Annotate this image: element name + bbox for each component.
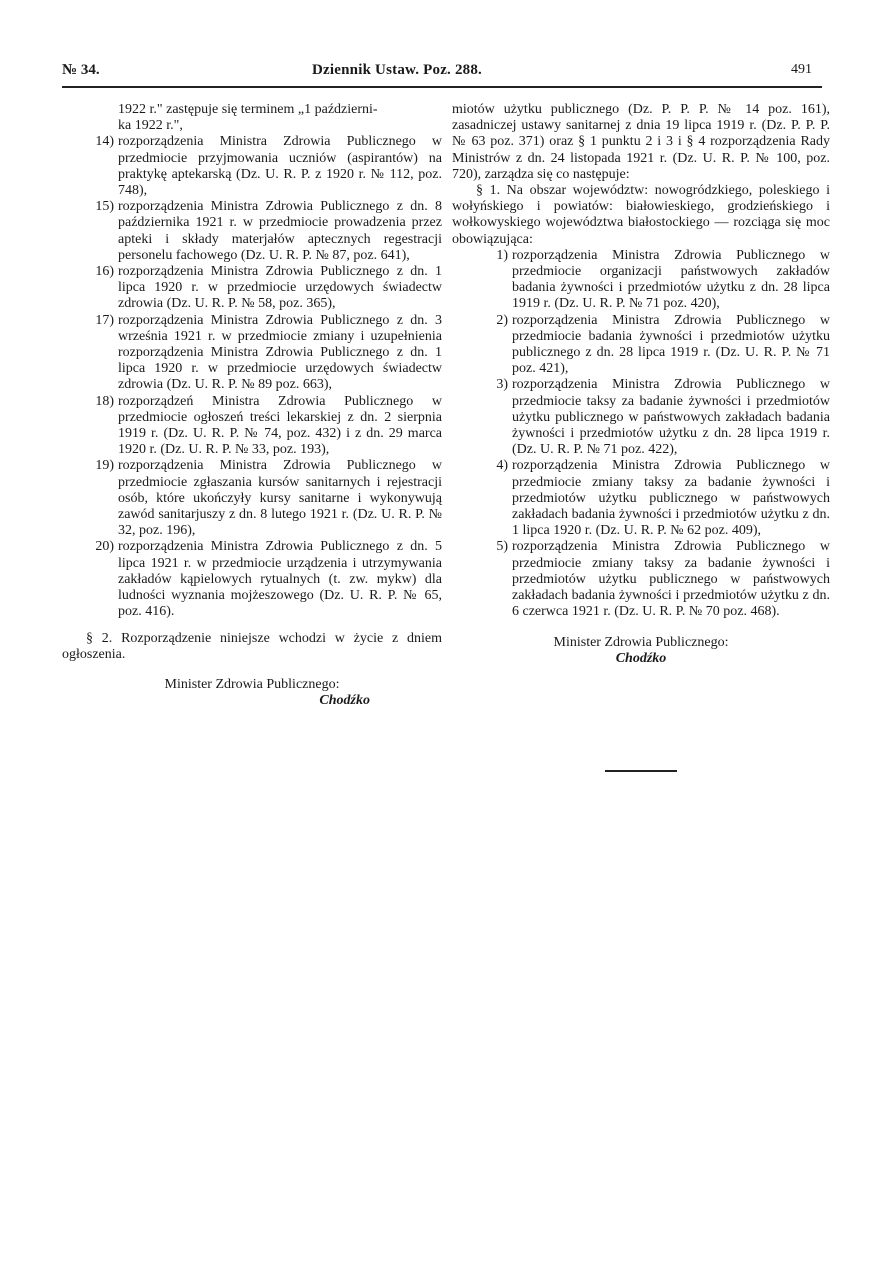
list-item: [62, 313, 442, 394]
item-text: rozporządzenia Ministra Zdrowia Publicznego z dn. 3 września 1921 r. w przedmiocie zmiany i uzupełnienia rozporządzenia Ministra Zdrowia Publicznego z dn. 1 lipca 1920 r. w przedmiocie urzędowych świadectw zdrowia (Dz. U. R. P. № 89 poz. 663),: [118, 312, 442, 393]
list-item: [452, 539, 830, 620]
intro-line-1: 1922 r." zastępuje się terminem „1 październi-: [118, 102, 378, 117]
page-number: 491: [791, 62, 812, 77]
item-number: 19): [95, 458, 114, 474]
item-text: rozporządzeń Ministra Zdrowia Publicznego w przedmiocie ogłoszeń treści lekarskiej z dn. 2 sierpnia 1919 r. (Dz. U. R. P. № 74, poz. 432) i z dn. 29 marca 1920 r. (Dz. U. R. P. № 33, poz. 193),: [118, 393, 442, 458]
page-header: [62, 62, 822, 86]
item-number: 2): [496, 312, 508, 328]
preamble-paragraph: miotów użytku publicznego (Dz. P. P. P. № 14 poz. 161), zasadniczej ustawy sanitarnej z dnia 19 lipca 1919 r. (Dz. P. P. P. № 63 poz. 371) oraz § 1 punktu 2 i 3 i § 4 rozporządzenia Rady Ministrów z dn. 24 listopada 1921 r. (Dz. U. R. P. № 100, poz. 720), zarządza się co następuje:: [452, 102, 830, 182]
issue-number: № 34.: [62, 62, 100, 78]
item-number: 3): [496, 377, 508, 393]
item-text: rozporządzenia Ministra Zdrowia Publicznego w przedmiocie organizacji państwowych zakładów badania żywności i przedmiotów użytku z dn. 28 lipca 1919 r. (Dz. U. R. P. № 71 poz. 420),: [512, 247, 830, 312]
item-number: 15): [95, 199, 114, 215]
signature-name: Chodźko: [319, 693, 370, 709]
item-number: 4): [496, 458, 508, 474]
item-text: rozporządzenia Ministra Zdrowia Publicznego w przedmiocie przyjmowania uczniów (aspirantów) na praktykę aptekarską (Dz. U. R. P. z 1920 r. № 112, poz. 748),: [118, 134, 442, 199]
item-number: 17): [95, 312, 114, 328]
right-column: [452, 102, 830, 667]
item-number: 16): [95, 264, 114, 280]
signature-name: Chodźko: [615, 650, 667, 666]
intro-line-2: ka 1922 r.",: [118, 118, 183, 134]
list-item: [62, 458, 442, 539]
left-column: [62, 102, 442, 709]
item-text: rozporządzenia Ministra Zdrowia Publicznego w przedmiocie badania żywności i przedmiotów użytku publicznego z dn. 28 lipca 1919 r. (Dz. U. R. P. № 71 poz. 421),: [512, 312, 830, 377]
signature-title: Minister Zdrowia Publicznego:: [553, 634, 729, 650]
section-2-paragraph: § 2. Rozporządzenie niniejsze wchodzi w życie z dniem ogłoszenia.: [62, 630, 442, 662]
list-item: [62, 134, 442, 199]
section-1-paragraph: § 1. Na obszar województw: nowogródzkiego, poleskiego i wołyńskiego i powiatów: białowieskiego, grodzieńskiego i wołkowyskiego województwa białostockiego — rozciąga się moc obowiązująca:: [452, 183, 830, 247]
list-item: [452, 313, 830, 378]
item-text: rozporządzenia Ministra Zdrowia Publicznego w przedmiocie taksy za badanie żywności i przedmiotów użytku publicznego w państwowych zakładach badania żywności i przedmiotów użytku z dn. 28 lipca 1919 r. (Dz. U. R. P. № 71 poz. 422),: [512, 377, 830, 458]
item-number: 20): [95, 539, 114, 555]
list-item: [452, 458, 830, 539]
item-text: rozporządzenia Ministra Zdrowia Publicznego w przedmiocie zgłaszania kursów sanitarnych i rejestracji osób, które ukończyły kursy sanitarne i wykonywują zawód sanitarjuszy z dn. 8 lutego 1921 r. (Dz. U. R. P. № 32, poz. 196),: [118, 458, 442, 539]
item-text: rozporządzenia Ministra Zdrowia Publicznego z dn. 8 października 1921 r. w przedmiocie prowadzenia przez apteki i składy materjałów aptecznych regestracji personelu fachowego (Dz. U. R. P. № 87, poz. 641),: [118, 199, 442, 263]
item-number: 1): [496, 247, 508, 263]
journal-title: Dziennik Ustaw. Poz. 288.: [312, 62, 482, 78]
header-rule: [62, 86, 822, 88]
item-number: 5): [496, 539, 508, 555]
signature-title: Minister Zdrowia Publicznego:: [164, 676, 340, 692]
end-rule: [605, 770, 677, 772]
item-text: rozporządzenia Ministra Zdrowia Publicznego w przedmiocie zmiany taksy za badanie żywności i przedmiotów użytku publicznego w państwowych zakładach badania żywności i przedmiotów użytku z dn. 1 lipca 1920 r. (Dz. U. R. P. № 62 poz. 409),: [512, 458, 830, 539]
list-item: [452, 248, 830, 313]
list-item: [62, 264, 442, 313]
list-item: [62, 199, 442, 264]
item-text: rozporządzenia Ministra Zdrowia Publicznego z dn. 1 lipca 1920 r. w przedmiocie urzędowych świadectw zdrowia (Dz. U. R. P. № 58, poz. 365),: [118, 264, 442, 312]
item-number: 18): [95, 393, 114, 409]
list-item: [62, 394, 442, 459]
item-number: 14): [95, 134, 114, 150]
list-item: [62, 539, 442, 620]
item-text: rozporządzenia Ministra Zdrowia Publicznego z dn. 5 lipca 1921 r. w przedmiocie urządzenia i utrzymywania zakładów kąpielowych rytualnych (t. zw. mykw) dla ludności wyznania mojżeszowego (Dz. U. R. P. № 65, poz. 416).: [118, 539, 442, 620]
list-item: [452, 377, 830, 458]
item-text: rozporządzenia Ministra Zdrowia Publicznego w przedmiocie zmiany taksy za badanie żywności i przedmiotów użytku publicznego w państwowych zakładach badania żywności i przedmiotów użytku z dn. 6 czerwca 1921 r. (Dz. U. R. P. № 70 poz. 468).: [512, 539, 830, 620]
